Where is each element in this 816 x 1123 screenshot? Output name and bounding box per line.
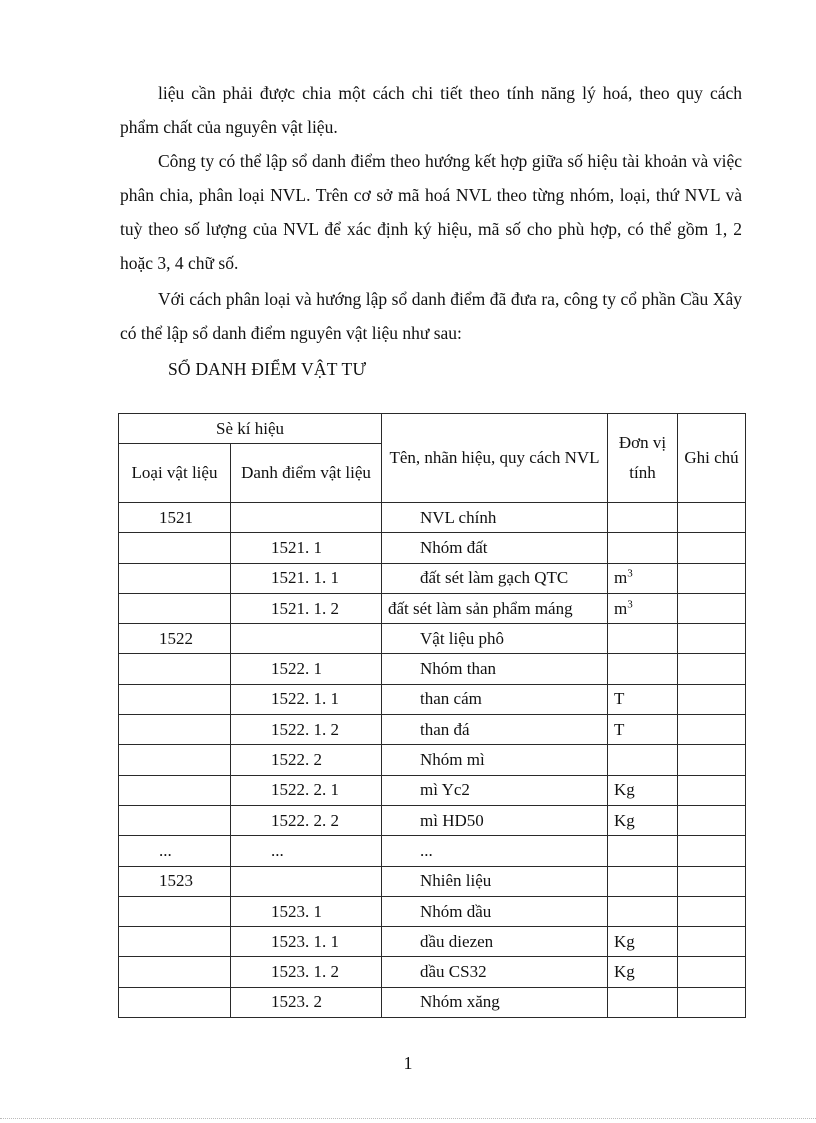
cell-material-type (119, 745, 231, 775)
cell-note (678, 563, 746, 593)
header-symbol-group: Sè kí hiệu (119, 414, 382, 444)
unit-exponent: 3 (627, 597, 633, 610)
header-note-label: Ghi chú (684, 448, 739, 467)
unit-exponent: 3 (627, 567, 633, 580)
table-row (119, 927, 746, 957)
unit-label: T (614, 719, 625, 739)
unit-label: m (614, 568, 628, 588)
cell-material-code (231, 624, 382, 654)
cell-material-name: đất sét làm gạch QTC (382, 563, 608, 593)
header-code: Danh điểm vật liệu (231, 444, 382, 503)
table-row (119, 715, 746, 745)
paragraph-1: liệu cần phải được chia một cách chi tiết theo tính năng lý hoá, theo quy cách phẩm chất của nguyên vật liệu. (120, 83, 742, 137)
cell-unit (608, 927, 678, 957)
cell-note (678, 805, 746, 835)
cell-material-type (119, 927, 231, 957)
paragraph-2: Công ty có thể lập sổ danh điểm theo hướng kết hợp giữa số hiệu tài khoản và việc phân chia, phân loại NVL. Trên cơ sở mã hoá NVL theo từng nhóm, loại, thứ NVL và tuỳ theo số lượng của NVL để xác định ký hiệu, mã số cho phù hợp, có thể gồm 1, 2 hoặc 3, 4 chữ số. (120, 151, 742, 273)
cell-note (678, 927, 746, 957)
cell-material-type: 1521 (119, 503, 231, 533)
cell-unit (608, 593, 678, 623)
cell-material-code (231, 503, 382, 533)
cell-material-code: 1522. 1 (231, 654, 382, 684)
cell-material-type (119, 957, 231, 987)
cell-material-code: 1522. 1. 1 (231, 684, 382, 714)
unit-label: m (614, 598, 628, 618)
cell-note (678, 503, 746, 533)
cell-note (678, 715, 746, 745)
cell-unit (608, 503, 678, 533)
cell-material-code: 1523. 1. 2 (231, 957, 382, 987)
table-row (119, 503, 746, 533)
cell-material-code: 1521. 1. 2 (231, 593, 382, 623)
table-row (119, 533, 746, 563)
cell-material-name: Nhóm than (382, 654, 608, 684)
header-unit (608, 414, 678, 503)
cell-material-type: 1523 (119, 866, 231, 896)
section-heading: SỔ DANH ĐIỂM VẬT TƯ (168, 359, 367, 379)
unit-label: Kg (614, 931, 635, 951)
cell-unit (608, 866, 678, 896)
cell-material-name: NVL chính (382, 503, 608, 533)
paragraph-3: Với cách phân loại và hướng lập sổ danh điểm đã đưa ra, công ty cổ phần Cầu Xây có thể lập sổ danh điểm nguyên vật liệu như sau: (120, 289, 742, 343)
header-name (382, 414, 608, 503)
cell-material-code: 1523. 1 (231, 896, 382, 926)
table-row (119, 684, 746, 714)
cell-note (678, 775, 746, 805)
cell-material-name: mì HD50 (382, 805, 608, 835)
table-row (119, 654, 746, 684)
cell-material-name: dầu CS32 (382, 957, 608, 987)
unit-label: Kg (614, 780, 635, 800)
table-row (119, 775, 746, 805)
cell-note (678, 533, 746, 563)
cell-note (678, 896, 746, 926)
header-note (678, 414, 746, 503)
cell-note (678, 987, 746, 1017)
unit-label: Kg (614, 962, 635, 982)
cell-unit (608, 745, 678, 775)
cell-material-name: Nhóm mì (382, 745, 608, 775)
cell-unit (608, 896, 678, 926)
cell-material-code: 1523. 1. 1 (231, 927, 382, 957)
cell-note (678, 654, 746, 684)
cell-note (678, 836, 746, 866)
cell-material-code: 1522. 2. 2 (231, 805, 382, 835)
cell-note (678, 624, 746, 654)
cell-material-name: mì Yc2 (382, 775, 608, 805)
cell-note (678, 957, 746, 987)
cell-material-code: 1521. 1 (231, 533, 382, 563)
cell-material-code: 1523. 2 (231, 987, 382, 1017)
cell-unit (608, 684, 678, 714)
cell-unit (608, 805, 678, 835)
cell-material-type (119, 805, 231, 835)
cell-material-code: 1521. 1. 1 (231, 563, 382, 593)
header-unit-label: Đơn vị tính (618, 433, 667, 482)
cell-material-type (119, 654, 231, 684)
cell-unit (608, 987, 678, 1017)
table-row (119, 745, 746, 775)
unit-label: Kg (614, 810, 635, 830)
cell-material-type (119, 715, 231, 745)
cell-material-type (119, 593, 231, 623)
table-row (119, 836, 746, 866)
cell-note (678, 684, 746, 714)
catalog-body (119, 503, 746, 1018)
cell-material-name: Nhóm dầu (382, 896, 608, 926)
page-number: 1 (403, 1053, 413, 1073)
cell-material-name: ... (382, 836, 608, 866)
table-row (119, 896, 746, 926)
cell-material-type (119, 684, 231, 714)
header-type: Loại vật liệu (119, 444, 231, 503)
cell-material-type: ... (119, 836, 231, 866)
cell-unit (608, 624, 678, 654)
table-row (119, 866, 746, 896)
cell-material-type (119, 533, 231, 563)
header-name-label: Tên, nhãn hiệu, quy cách NVL (389, 448, 600, 467)
cell-material-name: đất sét làm sản phẩm máng (382, 593, 608, 623)
page-bottom-rule (0, 1118, 816, 1119)
table-row (119, 624, 746, 654)
cell-unit (608, 775, 678, 805)
cell-material-name: dầu diezen (382, 927, 608, 957)
cell-unit (608, 563, 678, 593)
cell-material-code: ... (231, 836, 382, 866)
cell-material-name: Nhiên liệu (382, 866, 608, 896)
cell-unit (608, 715, 678, 745)
table-row (119, 563, 746, 593)
cell-material-code: 1522. 1. 2 (231, 715, 382, 745)
table-row (119, 593, 746, 623)
unit-label: T (614, 689, 625, 709)
cell-material-code (231, 866, 382, 896)
cell-material-code: 1522. 2. 1 (231, 775, 382, 805)
cell-note (678, 866, 746, 896)
cell-material-type: 1522 (119, 624, 231, 654)
cell-unit (608, 836, 678, 866)
cell-note (678, 593, 746, 623)
cell-material-code: 1522. 2 (231, 745, 382, 775)
cell-material-name: than cám (382, 684, 608, 714)
cell-material-type (119, 775, 231, 805)
cell-unit (608, 654, 678, 684)
table-row (119, 957, 746, 987)
cell-material-type (119, 563, 231, 593)
cell-material-type (119, 896, 231, 926)
cell-note (678, 745, 746, 775)
cell-material-name: than đá (382, 715, 608, 745)
cell-material-name: Nhóm xăng (382, 987, 608, 1017)
table-row (119, 987, 746, 1017)
cell-material-name: Nhóm đất (382, 533, 608, 563)
cell-material-type (119, 987, 231, 1017)
material-catalog-table (118, 413, 746, 1018)
table-row (119, 805, 746, 835)
cell-material-name: Vật liệu phô (382, 624, 608, 654)
cell-unit (608, 957, 678, 987)
cell-unit (608, 533, 678, 563)
